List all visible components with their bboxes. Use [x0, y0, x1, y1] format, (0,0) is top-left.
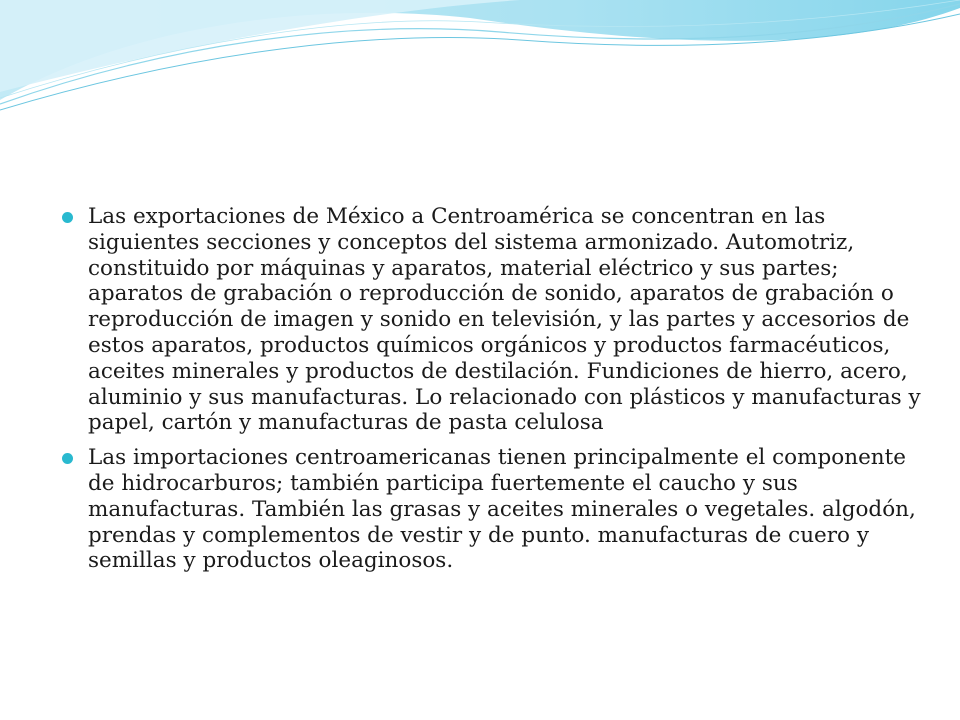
header-wave-decoration — [0, 0, 960, 130]
bullet-item-exports — [62, 204, 922, 436]
bullet-text: Las exportaciones de México a Centroamérica se concentran en las siguientes secciones y conceptos del sistema armonizado. Automotriz, constituido por máquinas y aparatos, material eléctrico y sus partes; aparatos de grabación o reproducción de sonido, aparatos de grabación o reproducción de imagen y sonido en televisión, y las partes y accesorios de estos aparatos, productos químicos orgánicos y productos farmacéuticos, aceites minerales y productos de destilación. Fundiciones de hierro, acero, aluminio y sus manufacturas. Lo relacionado con plásticos y manufacturas y papel, cartón y manufacturas de pasta celulosa — [88, 204, 921, 436]
bullet-dot-icon — [62, 212, 73, 223]
bullet-text: Las importaciones centroamericanas tienen principalmente el componente de hidrocarburos; también participa fuertemente el caucho y sus manufacturas. También las grasas y aceites minerales o vegetales. algodón, prendas y complementos de vestir y de punto. manufacturas de cuero y semillas y productos oleaginosos. — [88, 445, 916, 574]
bullet-dot-icon — [62, 453, 73, 464]
bullet-item-imports — [62, 445, 922, 574]
bullet-list — [62, 204, 922, 574]
slide-body — [62, 204, 922, 583]
